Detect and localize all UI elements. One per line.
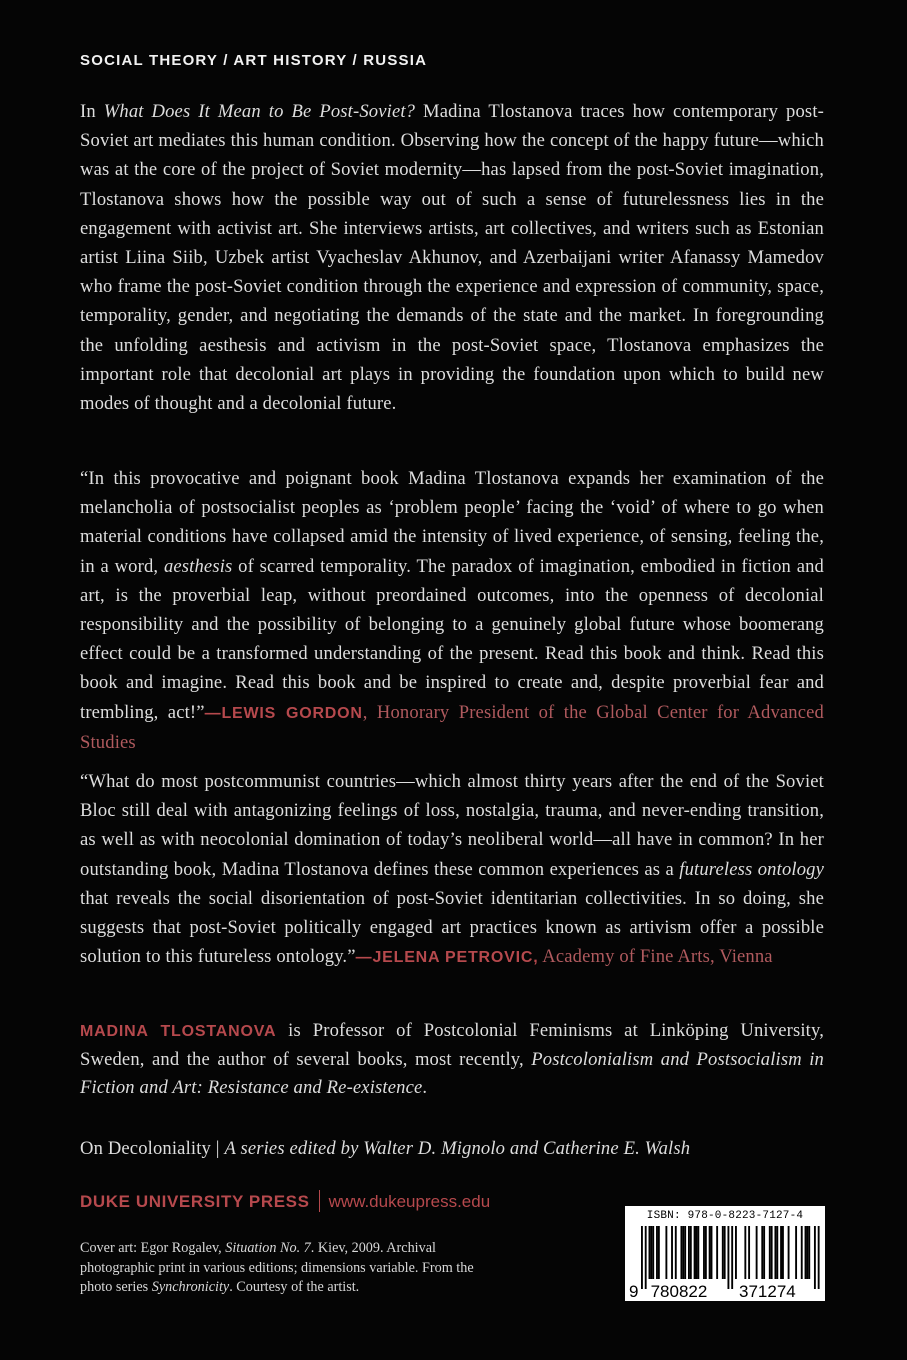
barcode-bar <box>776 1226 778 1279</box>
endorser-affiliation: Academy of Fine Arts, Vienna <box>538 946 773 968</box>
barcode-bar <box>697 1226 699 1279</box>
barcode-bar <box>806 1226 808 1279</box>
barcode-bar <box>705 1226 707 1279</box>
barcode-bar <box>731 1226 733 1289</box>
barcode-bar <box>782 1226 784 1279</box>
barcode-bar <box>709 1226 711 1279</box>
publisher-line <box>80 1190 490 1212</box>
barcode-bar <box>805 1226 807 1279</box>
endorser-name: LEWIS GORDON <box>221 704 363 722</box>
barcode-bar <box>774 1226 776 1279</box>
book-title: What Does It Mean to Be Post-Soviet? <box>103 101 416 122</box>
endorser-name: JELENA PETROVIC, <box>372 949 539 967</box>
publisher-divider <box>319 1190 320 1212</box>
barcode-bar <box>682 1226 684 1279</box>
barcode-bar <box>716 1226 718 1279</box>
barcode-bar <box>769 1226 771 1279</box>
barcode-bar <box>771 1226 773 1279</box>
barcode-bar <box>641 1226 643 1289</box>
barcode-bar <box>722 1226 724 1279</box>
barcode-bar <box>744 1226 746 1279</box>
barcode-bar <box>795 1226 797 1279</box>
endorsement-petrovic: “What do most postcommunist countries—which almost thirty years after the end of the Soviet Bloc still deal with antagonizing feelings of loss, nostalgia, trauma, and never-ending transition, as well as with neocolonial domination of today’s neoliberal world—all have in common? In her outstanding book, Madina Tlostanova defines these common experiences as a futureless ontology that reveals the social disorientation of post-Soviet identitarian collectivities. In so doing, she suggests that post-Soviet politically engaged art practices known as artivism offer a possible solution to this futureless ontology.”—JELENA PETROVIC, Academy of Fine Arts, Vienna <box>80 771 825 968</box>
barcode-bar <box>703 1226 705 1279</box>
barcode-bar <box>688 1226 690 1279</box>
barcode-bar <box>680 1226 682 1279</box>
barcode-bar <box>665 1226 667 1279</box>
barcode-digits-right: 371274 <box>739 1282 796 1301</box>
publisher-url[interactable]: www.dukeupress.edu <box>328 1192 491 1211</box>
cover-credit: Cover art: Egor Rogalev, Situation No. 7. Kiev, 2009. Archival photographic print in various editions; dimensions variable. From the photo series Synchronicity. Courtesy of the artist. <box>80 1240 474 1295</box>
barcode-bar <box>808 1226 810 1279</box>
svg-text:9 780822 371274 <box>629 1282 796 1301</box>
barcode-bar <box>727 1226 729 1289</box>
barcode-bar <box>675 1226 677 1279</box>
barcode-bar <box>756 1226 758 1279</box>
barcode-bar <box>650 1226 652 1279</box>
barcode-bar <box>671 1226 673 1279</box>
book-description: In What Does It Mean to Be Post-Soviet? Madina Tlostanova traces how contemporary post-Soviet art mediates this human condition. Observing how the concept of the happy future—which was at the core of the project of Soviet modernity—has lapsed from the post-Soviet imagination, Tlostanova shows how the possible way out of such a sense of futurelessness lies in the engagement with activist art. She interviews artists, art collectives, and writers such as Estonian artist Liina Siib, Uzbek artist Vyacheslav Akhunov, and Azerbaijani writer Afanassy Mamedov who frame the post-Soviet condition through the experience and expression of community, space, temporality, gender, and negotiating the demands of the state and the market. In foregrounding the unfolding aesthesis and activism in the post-Soviet space, Tlostanova emphasizes the important role that decolonial art plays in providing the foundation upon which to build new modes of thought and a decolonial future. <box>80 101 824 415</box>
barcode-bar <box>649 1226 651 1279</box>
barcode-bar <box>814 1226 816 1289</box>
barcode-bar <box>735 1226 737 1279</box>
barcode-bar <box>656 1226 658 1279</box>
barcode-bar <box>694 1226 696 1279</box>
endorsement-gordon: “In this provocative and poignant book Madina Tlostanova expands her examination of the melancholia of postsocialist peoples as ‘problem people’ facing the ‘void’ of where to go when material conditions have collapsed amid the intensity of lived experience, of sensing, feeling the, in a word, aesthesis of scarred temporality. The paradox of imagination, embodied in fiction and art, is the proverbial leap, without preordained outcomes, into the openness of decolonial responsibility and the possibility of belonging to a genuinely global future whose boomerang effect could be a transformed understanding of the present. Read this book and think. Read this book and imagine. Read this book and be inspired to create and, despite proverbial fear and trembling, act!”—LEWIS GORDON, Honorary President of the Global Center for Advanced Studies <box>80 468 824 753</box>
barcode-bar <box>763 1226 765 1279</box>
barcode-bar <box>761 1226 763 1279</box>
barcode-bar <box>724 1226 726 1279</box>
barcode-digits-left: 780822 <box>650 1282 708 1301</box>
barcode-bar <box>658 1226 660 1279</box>
barcode-bar <box>780 1226 782 1279</box>
barcode-bar <box>818 1226 820 1289</box>
author-name: MADINA TLOSTANOVA <box>80 1023 277 1040</box>
barcode-bar <box>788 1226 790 1279</box>
barcode-bars <box>625 1206 825 1301</box>
barcode-bar <box>696 1226 698 1279</box>
publisher-name: DUKE UNIVERSITY PRESS <box>80 1192 310 1211</box>
barcode-bar <box>748 1226 750 1279</box>
series-line: On Decoloniality | A series edited by Walter D. Mignolo and Catherine E. Walsh <box>80 1138 691 1159</box>
endorser-affiliation: , Honorary President of the Global Center for Advanced Studies <box>80 701 824 753</box>
isbn-barcode <box>625 1206 825 1301</box>
barcode-bar <box>684 1226 686 1279</box>
category-label: SOCIAL THEORY / ART HISTORY / RUSSIA <box>80 52 428 69</box>
isbn-label: ISBN: 978-0-8223-7127-4 <box>646 1210 804 1222</box>
barcode-bar <box>711 1226 713 1279</box>
barcode-bar <box>690 1226 692 1279</box>
barcode-bar <box>645 1226 647 1289</box>
barcode-bar <box>652 1226 654 1279</box>
previous-book-title: Postcolonialism and Postsocialism in Fiction and Art: Resistance and Re-existence <box>80 1049 824 1098</box>
barcode-bar <box>801 1226 803 1279</box>
barcode-digit-first: 9 <box>629 1282 639 1301</box>
author-bio: MADINA TLOSTANOVA is Professor of Postcolonial Feminisms at Linköping University, Sweden, and the author of several books, most recently, Postcolonialism and Postsocialism in Fiction and Art: Resistance and Re-existence. <box>80 1020 824 1098</box>
